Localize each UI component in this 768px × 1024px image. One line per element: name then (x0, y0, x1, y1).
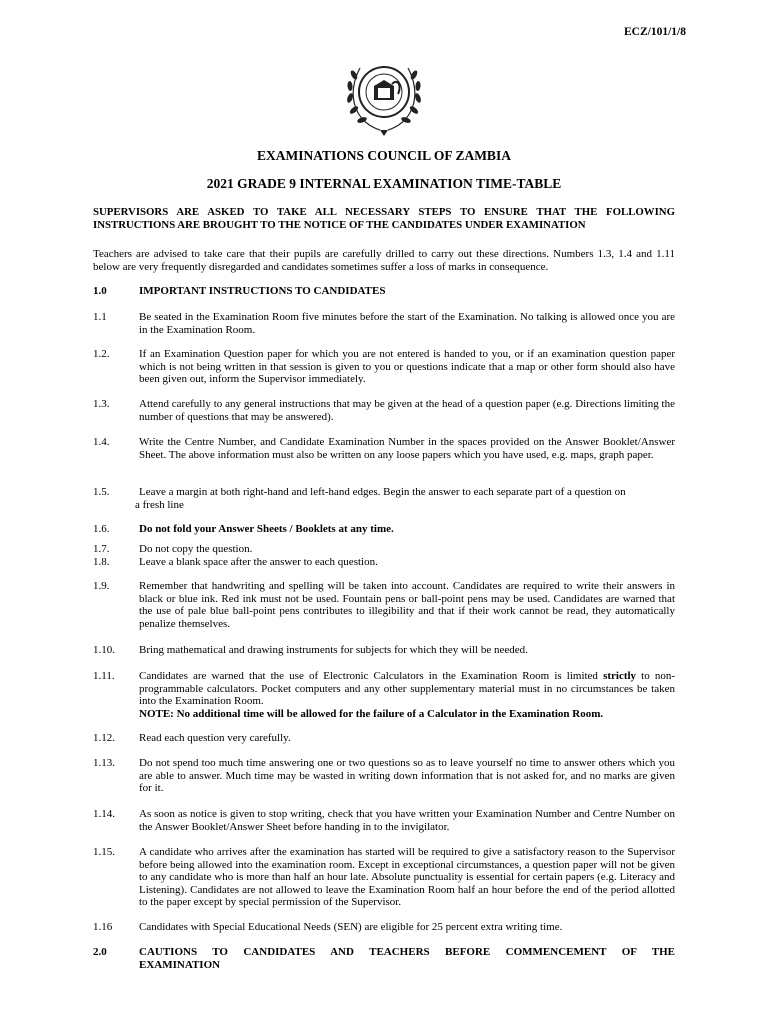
item-text: A candidate who arrives after the examination has started will be required to give a satisfactory reason to the Supervisor before being allowed into the examination room. Except in exceptional circumstances, a question paper will not be given to any candidate who is more than half an hour late. Absolute punctuality is essential for certain papers (e.g. Literacy and Listening). Candidates are not allowed to leave the Examination Room half an hour before the end of the period allotted to the paper except by special permission of the Supervisor. (139, 846, 675, 909)
item-text: Be seated in the Examination Room five minutes before the start of the Examination. No talking is allowed once you are in the Examination Room. (139, 311, 675, 336)
instruction-item (93, 523, 675, 536)
item-number: 1.14. (93, 808, 115, 820)
item-number: 1.8. (93, 556, 110, 568)
item-text: Do not fold your Answer Sheets / Booklets at any time. (139, 523, 394, 535)
item-number: 1.1 (93, 311, 107, 323)
instruction-item (93, 644, 675, 657)
item-text: Leave a margin at both right-hand and left-hand edges. Begin the answer to each separate part of a question on (139, 486, 626, 498)
instruction-item (93, 398, 675, 423)
item-text: Attend carefully to any general instructions that may be given at the head of a question paper (e.g. Directions limiting the number of questions that may be answered). (139, 398, 675, 423)
item-text: If an Examination Question paper for which you are not entered is handed to you, or if an examination question paper which is not being written in that session is given to you or questions indicate that a map or other form should also have been given out, inform the Supervisor immediately. (139, 348, 675, 386)
item-number: 1.6. (93, 523, 110, 535)
section-title: IMPORTANT INSTRUCTIONS TO CANDIDATES (139, 285, 386, 297)
instruction-item (93, 921, 675, 934)
intro-paragraph: Teachers are advised to take care that their pupils are carefully drilled to carry out these directions. Numbers 1.3, 1.4 and 1.11 below are very frequently disregarded and candidates sometimes suffer a loss of marks in consequence. (93, 248, 675, 273)
item-text: Write the Centre Number, and Candidate Examination Number in the spaces provided on the Answer Booklet/Answer Sheet. The above information must also be written on any loose papers which you have used, e.g. maps, graph paper. (139, 436, 675, 461)
document-reference: ECZ/101/1/8 (624, 26, 686, 38)
item-number: 1.5. (93, 486, 110, 498)
document-title: EXAMINATIONS COUNCIL OF ZAMBIA (257, 148, 511, 163)
instruction-item (93, 670, 675, 720)
instruction-item (93, 757, 675, 795)
item-text-emphasis: strictly (603, 670, 637, 682)
item-text-part: to non-programmable calculators. Pocket computers and any other supplementary material must in no circumstances be taken into the Examination Room. (139, 670, 675, 708)
item-number: 1.4. (93, 436, 110, 448)
item-text: Bring mathematical and drawing instruments for subjects for which they will be needed. (139, 644, 528, 656)
instruction-item (93, 348, 675, 386)
item-number: 1.13. (93, 757, 115, 769)
section-heading (93, 285, 675, 298)
item-number: 1.9. (93, 580, 110, 592)
item-text: Remember that handwriting and spelling will be taken into account. Candidates are required to write their answers in black or blue ink. Red ink must not be used. Fountain pens or ball-point pens may be used. Candidates are warned that the use of pale blue ball-point pens contributes to illegibility and that if their work cannot be read, they automatically penalize themselves. (139, 580, 675, 630)
section-number: 2.0 (93, 946, 107, 958)
item-text: As soon as notice is given to stop writing, check that you have written your Examination Number and Centre Number on the Answer Booklet/Answer Sheet before handing in to the invigilator. (139, 808, 675, 833)
instruction-item (93, 436, 675, 461)
item-number: 1.2. (93, 348, 110, 360)
calculator-note: NOTE: No additional time will be allowed for the failure of a Calculator in the Examination Room. (139, 707, 604, 720)
item-text: Candidates with Special Educational Needs (SEN) are eligible for 25 percent extra writing time. (139, 921, 563, 933)
item-number: 1.10. (93, 644, 115, 656)
section-heading (93, 946, 675, 971)
item-number: 1.11. (93, 670, 115, 682)
section-title-line: CAUTIONS TO CANDIDATES AND TEACHERS BEFORE COMMENCEMENT OF THE (139, 946, 675, 958)
instruction-item (93, 486, 675, 511)
item-text: Do not copy the question. (139, 543, 253, 555)
supervisor-notice: SUPERVISORS ARE ASKED TO TAKE ALL NECESSARY STEPS TO ENSURE THAT THE FOLLOWING INSTRUCTIONS ARE BROUGHT TO THE NOTICE OF THE CANDIDATES UNDER EXAMINATION (93, 206, 675, 231)
item-number: 1.12. (93, 732, 115, 744)
item-text-part: Candidates are warned that the use of Electronic Calculators in the Examination Room is limited (139, 670, 604, 682)
instruction-item (93, 580, 675, 630)
item-number: 1.16 (93, 921, 113, 933)
item-text: Do not spend too much time answering one or two questions so as to leave yourself no time to answer others which you are able to answer. Much time may be wasted in writing down information that is not asked for, and no marks are given for it. (139, 757, 675, 795)
section-title-line: EXAMINATION (139, 958, 221, 971)
item-number: 1.3. (93, 398, 110, 410)
item-text-continued: a fresh line (135, 498, 184, 511)
instruction-item (93, 543, 675, 556)
item-text: Read each question very carefully. (139, 732, 291, 744)
instruction-item (93, 311, 675, 336)
document-subtitle: 2021 GRADE 9 INTERNAL EXAMINATION TIME-TABLE (206, 176, 562, 191)
item-text (139, 670, 675, 708)
council-seal-icon (340, 50, 428, 140)
instruction-item (93, 808, 675, 833)
instruction-item (93, 846, 675, 909)
instruction-item (93, 556, 675, 569)
instruction-item (93, 732, 675, 745)
item-number: 1.7. (93, 543, 110, 555)
section-number: 1.0 (93, 285, 107, 297)
item-number: 1.15. (93, 846, 115, 858)
item-text: Leave a blank space after the answer to each question. (139, 556, 378, 568)
